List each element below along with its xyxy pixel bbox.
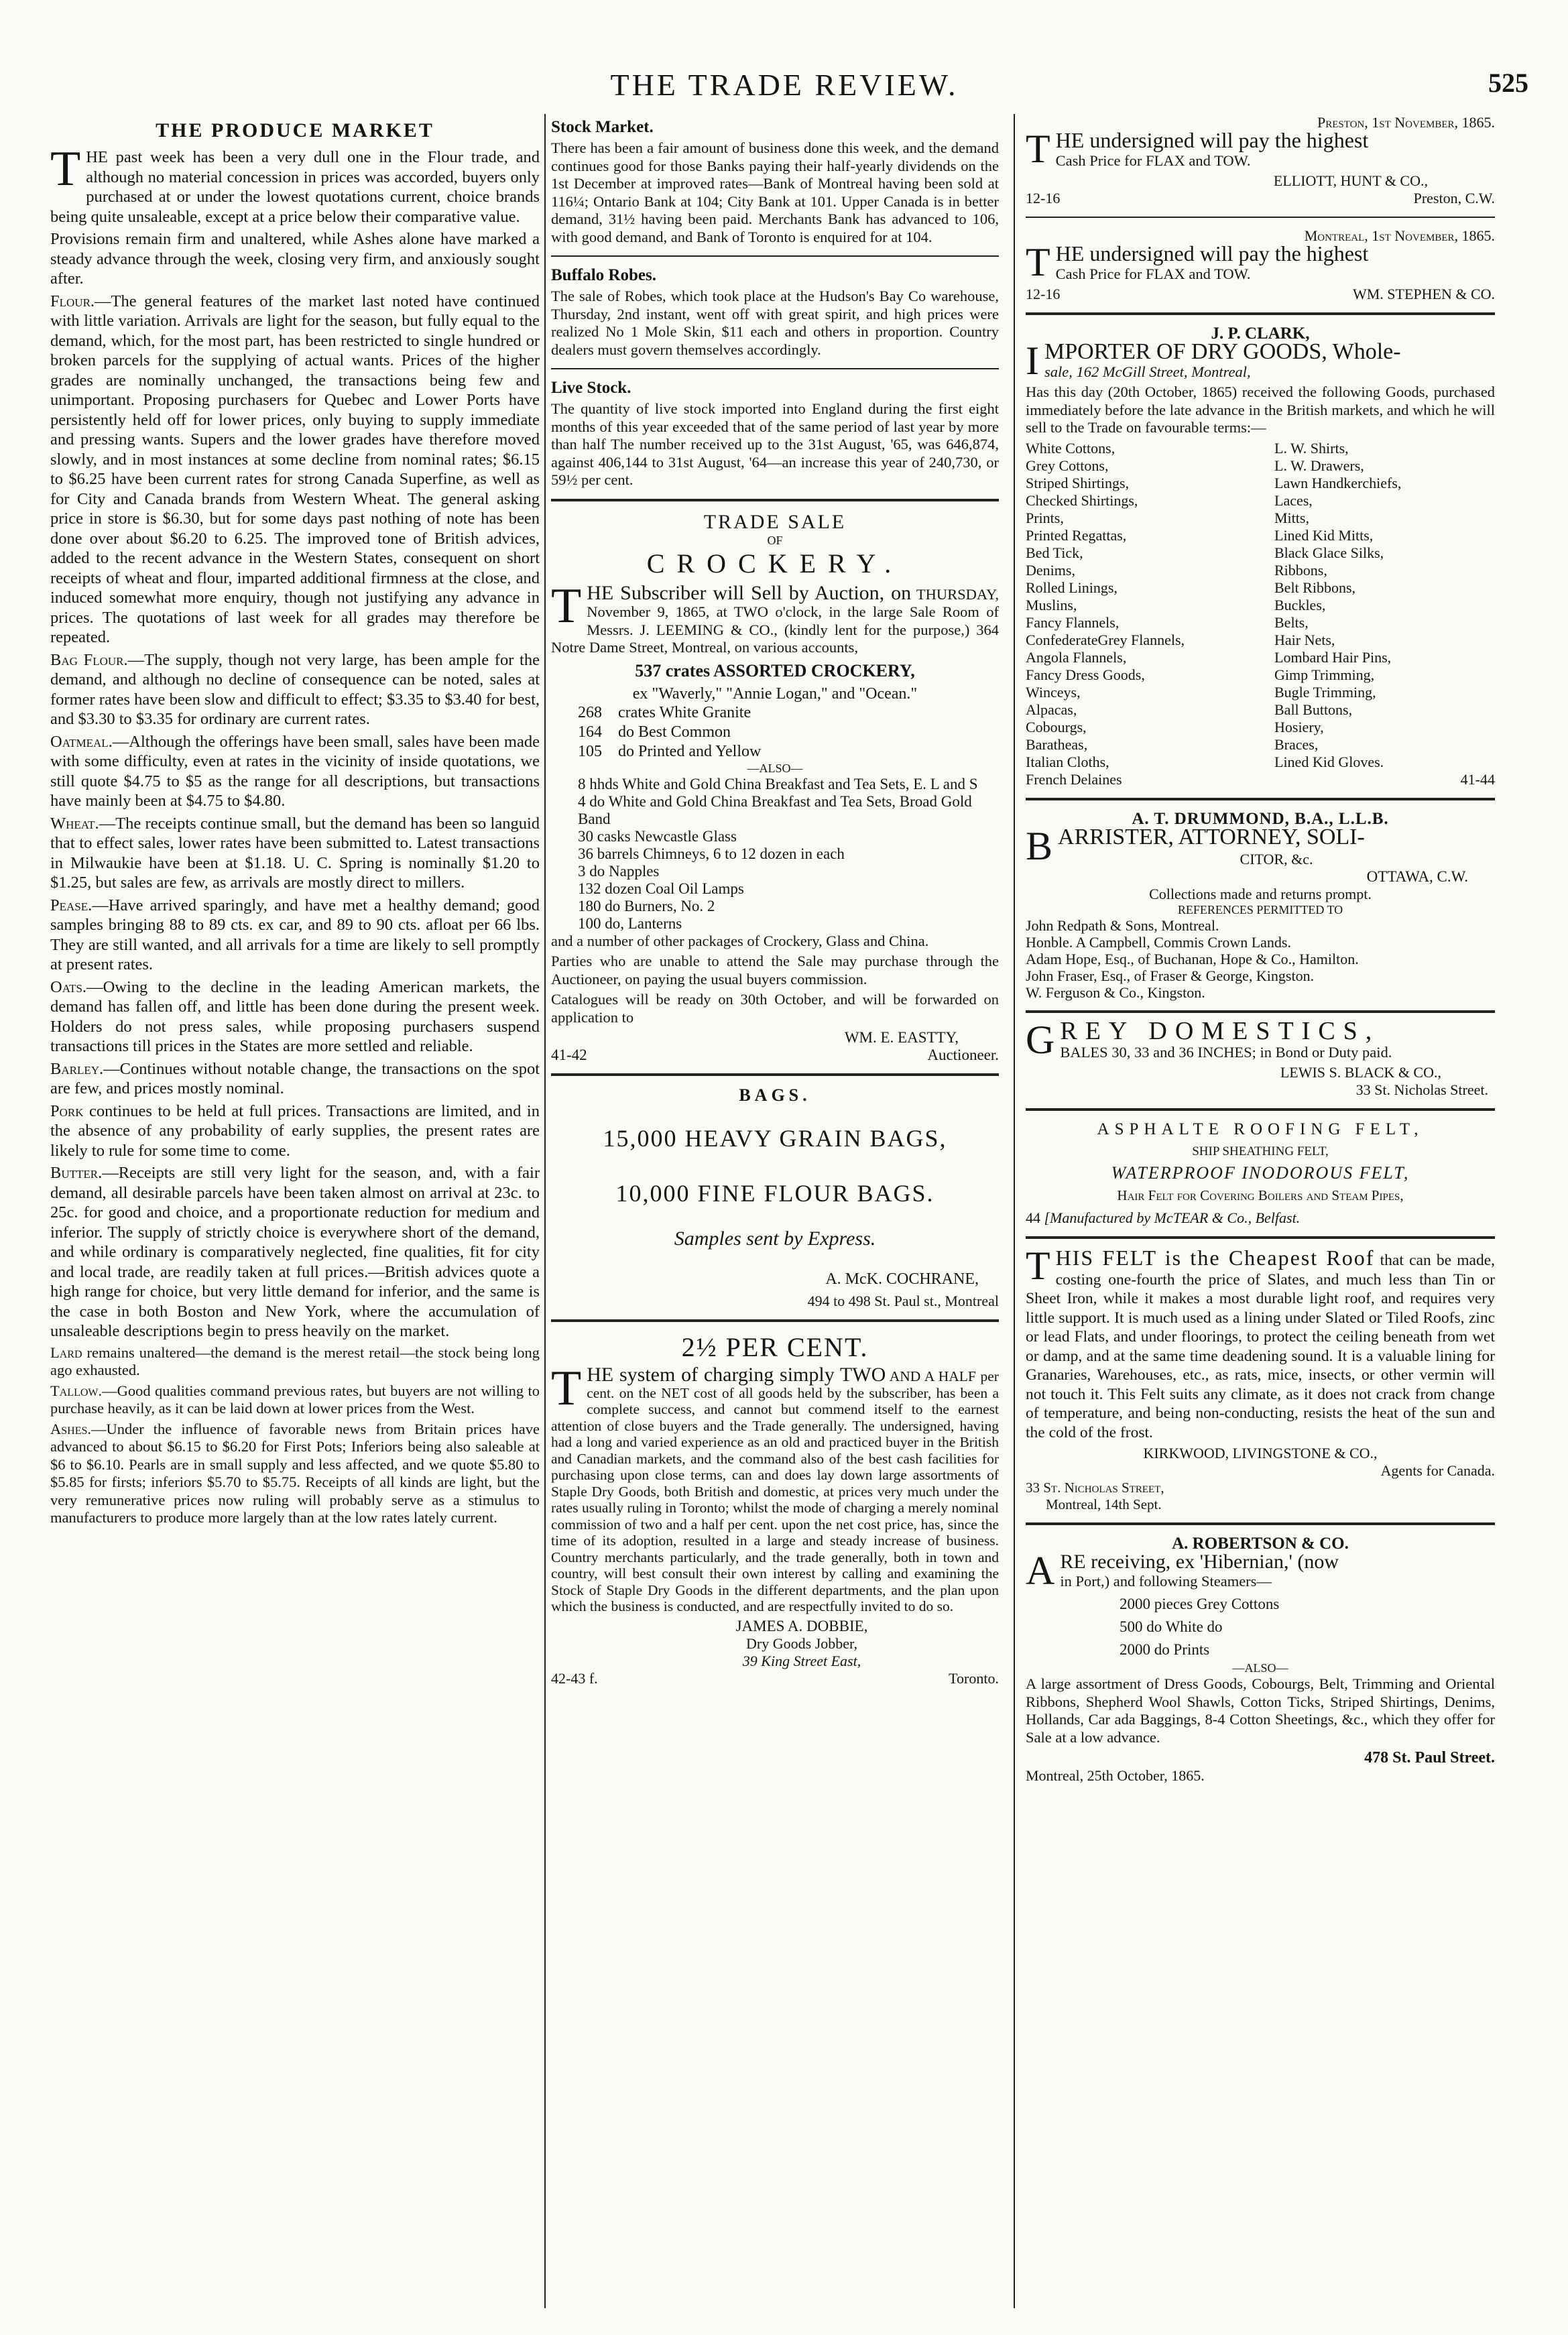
section-heading: THE PRODUCE MARKET xyxy=(156,119,434,141)
reference-item: W. Ferguson & Co., Kingston. xyxy=(1026,984,1205,1001)
also-divider: —ALSO— xyxy=(747,761,803,775)
ad-line: Hair Felt for Covering Boilers and Steam Pipes, xyxy=(1117,1187,1404,1203)
list-item: Grey Cottons, xyxy=(1026,457,1109,474)
paragraph: THE Subscriber will Sell by Auction, on THURSDAY, November 9, 1865, at TWO o'clock, in the large Sale Room of Messrs. J. LEEMING & CO., (kindly lent for the purpose,) 364 Notre Dame Street, Montreal, on various accounts, xyxy=(551,578,999,656)
list-item: Lined Kid Gloves. xyxy=(1274,753,1384,770)
address: OTTAWA, C.W. xyxy=(1366,868,1468,885)
signature: WM. E. EASTTY, xyxy=(844,1029,959,1046)
paragraph: Bag Flour.—The supply, though not very large, has been ample for the demand, and although no decline of consequence can be noted, sales at former rates have been slow and difficult to effect; $3.35 to $3.40 for best, and $3.30 to $3.35 for ordinary are current rates. xyxy=(50,650,540,728)
paragraph: Catalogues will be ready on 30th October, and will be forwarded on application to xyxy=(551,991,999,1026)
paragraph: Pork continues to be held at full prices. Transactions are limited, and in the absence of any probability of early supplies, the present rates are likely to rule for some time to come. xyxy=(50,1101,540,1160)
list-item: 132 dozen Coal Oil Lamps xyxy=(578,880,744,897)
ad-line: SHIP SHEATHING FELT, xyxy=(1192,1144,1329,1158)
paragraph: ARE receiving, ex 'Hibernian,' (now in Port,) and following Steamers— xyxy=(1026,1549,1339,1593)
signature-title: Agents for Canada. xyxy=(1380,1462,1495,1479)
paragraph: Oatmeal.—Although the offerings have been small, sales have been made with some difficulty, even at rates in the vicinity of inside quotations, we still quote $4.75 to $5 as the range for all descriptions, but transactions have mainly been at $4.75 to $4.80. xyxy=(50,732,540,810)
column-produce-market xyxy=(50,114,540,2322)
address: 478 St. Paul Street. xyxy=(1364,1749,1495,1767)
ad-heading: BAGS. xyxy=(739,1085,811,1105)
reference-item: Adam Hope, Esq., of Buchanan, Hope & Co., Hamilton. xyxy=(1026,951,1359,967)
list-item: ConfederateGrey Flannels, xyxy=(1026,631,1185,648)
live-stock-heading: Live Stock. xyxy=(551,379,631,397)
buffalo-robes-heading: Buffalo Robes. xyxy=(551,266,656,284)
list-item: 3 do Napples xyxy=(578,862,660,880)
paragraph: THE undersigned will pay the highest Cash Price for FLAX and TOW. xyxy=(1026,127,1369,171)
paragraph: THE undersigned will pay the highest Cash Price for FLAX and TOW. xyxy=(1026,240,1369,284)
paragraph: GREY DOMESTICS, BALES 30, 33 and 36 INCHES; in Bond or Duty paid. xyxy=(1026,1017,1392,1062)
list-item: Hair Nets, xyxy=(1274,631,1335,648)
list-item: Striped Shirtings, xyxy=(1026,474,1130,491)
paragraph: Oats.—Owing to the decline in the leading American markets, the demand has fallen off, and little has been done during the present week. Holders do not press sales, while proposing purchasers suspend transactions till prices in the States are more settled and reliable. xyxy=(50,977,540,1055)
list-item: Black Glace Silks, xyxy=(1274,544,1384,561)
list-item: Buckles, xyxy=(1274,596,1326,613)
signature: LEWIS S. BLACK & CO., xyxy=(1280,1064,1441,1081)
ad-heading: A. ROBERTSON & CO. xyxy=(1172,1535,1349,1553)
list-item: Alpacas, xyxy=(1026,701,1077,718)
dateline: Preston, 1st November, 1865. xyxy=(1317,114,1495,131)
list-item: Fancy Dress Goods, xyxy=(1026,666,1145,683)
paragraph: The sale of Robes, which took place at the Hudson's Bay Co warehouse, Thursday, 2nd instant, went off with great spirit, and high prices were realized No 1 Mole Skin, $11 each and others in proportion. Country dealers must govern themselves accordingly. xyxy=(551,288,999,358)
list-item: Ribbons, xyxy=(1274,561,1327,579)
ad-heading: J. P. CLARK, xyxy=(1211,324,1310,343)
list-item: 30 casks Newcastle Glass xyxy=(578,827,737,845)
ad-heading: TRADE SALE xyxy=(703,510,847,533)
address: Montreal, 14th Sept. xyxy=(1046,1496,1162,1512)
list-item: Prints, xyxy=(1026,509,1064,526)
page-number: 525 xyxy=(1488,68,1528,98)
list-item: Checked Shirtings, xyxy=(1026,491,1138,509)
references-list xyxy=(1026,917,1495,1001)
paragraph: Flour.—The general features of the market last noted have continued with little variation. Arrivals are light for the season, but fully equal to the demand, which, for the most part, has been restricted to single hundred or broken parcels for the supplying of actual wants. Prices of the higher grades are nominally unchanged, the transactions being few and unimportant. Proposing purchasers for Quebec and Lower Ports have persistently held off for lower prices, only buying to supply immediate and pressing wants. Supers and the lower grades have therefore moved slowly, and in most instances at some decline from nominal rates; $6.15 to $6.25 have been current rates for strong Canada Superfine, as well as for City and Canada brands from Western Wheat. The general asking price in store is $6.30, but for some days past nothing of note has been done over about $6.20 to 6.25. The improved tone of British advices, added to the recent advance in the Western States, consequent on short receipts of wheat and flour, imparted additional firmness at the close, and induced somewhat more enquiry, though not justifying any advance in prices. The quotations of last week for all grades may therefore be repeated. xyxy=(50,292,540,646)
signature: WM. STEPHEN & CO. xyxy=(1352,286,1495,302)
signature: KIRKWOOD, LIVINGSTONE & CO., xyxy=(1143,1445,1378,1461)
address: 33 St. Nicholas Street. xyxy=(1355,1081,1488,1098)
ad-line: REFERENCES PERMITTED TO xyxy=(1177,903,1343,916)
paragraph: THE past week has been a very dull one in the Flour trade, and although no material concession in prices was accorded, buyers only purchased at or under the lowest quotations current, choice brands being quite unsaleable, except at a price below their comparative value. xyxy=(50,141,540,226)
ad-subheading: 537 crates ASSORTED CROCKERY, xyxy=(635,660,915,680)
page-header xyxy=(40,64,1528,117)
ad-line: CITOR, &c. xyxy=(1240,851,1313,867)
paragraph: Wheat.—The receipts continue small, but the demand has been so languid that to effect sales, lower rates have been submitted to. Latest transactions in Milwaukie have been at $1.18. U. C. Spring is nominally $1.20 to $1.25, but sales are few, as arrivals are mostly direct to millers. xyxy=(50,814,540,892)
list-item: 41-44 xyxy=(1460,770,1495,788)
paragraph: Ashes.—Under the influence of favorable news from Britain prices have advanced to about $6.15 to $6.20 for First Pots; Inferiors being also saleable at $6 to $6.10. Pearls are in small supply and less affected, and we quote $5.80 to $5.85 for firsts; inferiors $5.70 to $5.75. Receipts of all kinds are light, but the very remunerative prices now ruling will probably serve as a stimulus to manufacturers to produce more largely than at the low rates lately current. xyxy=(50,1420,540,1526)
list-item: Ball Buttons, xyxy=(1274,701,1353,718)
list-item: Printed Regattas, xyxy=(1026,526,1127,544)
list-item: Rolled Linings, xyxy=(1026,579,1118,596)
paragraph: Parties who are unable to attend the Sale may purchase through the Auctioneer, on paying the usual buyers commission. xyxy=(551,953,999,987)
ad-heading: 2½ PER CENT. xyxy=(681,1332,869,1362)
column-middle xyxy=(551,114,999,2322)
ad-line: WATERPROOF INODOROUS FELT, xyxy=(1111,1163,1410,1183)
paragraph: Has this day (20th October, 1865) received the following Goods, purchased immediately before the late advance in the British markets, and which he will sell to the Trade on favourable terms:— xyxy=(1026,383,1495,436)
also-divider: —ALSO— xyxy=(1232,1661,1288,1675)
ad-number: 41-42 xyxy=(551,1046,587,1063)
list-item: Italian Cloths, xyxy=(1026,753,1109,770)
ad-line: 10,000 FINE FLOUR BAGS. xyxy=(615,1180,934,1207)
ad-heading: CROCKERY. xyxy=(646,548,904,579)
list-item: 164 do Best Common xyxy=(578,723,731,741)
list-item: 180 do Burners, No. 2 xyxy=(578,897,715,914)
paragraph: Barley.—Continues without notable change, the transactions on the spot are few, and prices mostly nominal. xyxy=(50,1059,540,1097)
masthead-title: THE TRADE REVIEW. xyxy=(610,68,959,102)
signature: A. McK. COCHRANE, xyxy=(825,1270,979,1288)
ad-number: 42-43 f. xyxy=(551,1669,598,1687)
list-item: 4 do White and Gold China Breakfast and Tea Sets, Broad Gold Band xyxy=(578,792,972,827)
reference-item: John Redpath & Sons, Montreal. xyxy=(1026,917,1219,934)
list-item: L. W. Drawers, xyxy=(1274,457,1364,474)
list-item: 2000 pieces Grey Cottons xyxy=(1120,1596,1280,1612)
stock-market-heading: Stock Market. xyxy=(551,118,654,136)
list-item: Belts, xyxy=(1274,613,1309,631)
list-item: 36 barrels Chimneys, 6 to 12 dozen in each xyxy=(578,845,845,862)
list-item: Fancy Flannels, xyxy=(1026,613,1120,631)
signature-title: Auctioneer. xyxy=(927,1046,999,1063)
dateline: Montreal, 1st November, 1865. xyxy=(1304,227,1495,244)
list-item: 268 crates White Granite xyxy=(578,703,751,721)
ad-heading: A. T. DRUMMOND, B.A., L.L.B. xyxy=(1132,809,1389,828)
list-item: Muslins, xyxy=(1026,596,1077,613)
paragraph: and a number of other packages of Crockery, Glass and China. xyxy=(551,932,929,949)
paragraph: Tallow.—Good qualities command previous rates, but buyers are not willing to purchase heavily, as it can be laid down at lower prices from the West. xyxy=(50,1382,540,1417)
address: Toronto. xyxy=(949,1669,999,1687)
list-item: Winceys, xyxy=(1026,683,1081,701)
paragraph: Lard remains unaltered—the demand is the merest retail—the stock being long ago exhausted. xyxy=(50,1343,540,1378)
list-item: Lawn Handkerchiefs, xyxy=(1274,474,1402,491)
paragraph: THE system of charging simply TWO AND A HALF per cent. on the NET cost of all goods held by the subscriber, has been a complete success, and cannot but commend itself to the earnest attention of close buyers and the Trade generally. The undersigned, having had a long and varied experience as an old and practiced buyer in the British and Canadian markets, and the command also of the best cash facilities for purchasing upon close terms, can and does lay down large assortments of Staple Dry Goods, both British and domestic, at prices very much under the rates usually ruling in Toronto; whilst the mode of charging a merely nominal commission of two and a half per cent. upon the net cost price, has, since the time of its adoption, resulted in a large and steady increase of business. Country merchants particularly, and the trade generally, both in town and country, will best consult their own interest by calling and examining the Stock of Staple Dry Goods in the different departments, and the plan upon which the business is conducted, and are respectfully invited to do so. xyxy=(551,1361,999,1614)
paragraph: THIS FELT is the Cheapest Roof that can be made, costing one-fourth the price of Slates, and much less than Tin or Sheet Iron, while it makes a most durable light roof, and requires very little support. It is much used as a lining under Slated or Tiled Roofs, zinc or lead Flats, and under floorings, to protect the ceiling beneath from wet or damp, and at the same time deadening sound. It is a valuable lining for Granaries, Warehouses, etc., as rats, mice, insects, or other vermin will not touch it. This Felt suits any climate, as it does not crack from change of temperature, and being non-conducting, resists the heat of the sun and the cold of the frost. xyxy=(1026,1244,1495,1441)
signature: JAMES A. DOBBIE, xyxy=(735,1617,868,1634)
ad-number: 12-16 xyxy=(1026,190,1061,206)
signature: ELLIOTT, HUNT & CO., xyxy=(1273,172,1428,189)
paragraph: Provisions remain firm and unaltered, while Ashes alone have marked a steady advance through the week, closing very firm, and anxiously sought after. xyxy=(50,230,540,288)
list-item: 8 hhds White and Gold China Breakfast and Tea Sets, E. L and S xyxy=(578,775,978,792)
ad-number: 12-16 xyxy=(1026,286,1061,302)
address: 494 to 498 St. Paul st., Montreal xyxy=(807,1293,999,1309)
list-item: Bed Tick, xyxy=(1026,544,1083,561)
reference-item: John Fraser, Esq., of Fraser & George, Kingston. xyxy=(1026,967,1315,984)
ad-line: Samples sent by Express. xyxy=(674,1228,876,1250)
ad-heading: OF xyxy=(767,533,783,547)
paragraph: Pease.—Have arrived sparingly, and have met a healthy demand; good samples bringing 88 to 89 cts. ex car, and 89 to 90 cts. afloat per 66 lbs. They are still wanted, and all arrivals for a time are likely to sell promptly at present rates. xyxy=(50,896,540,973)
paragraph: A large assortment of Dress Goods, Cobourgs, Belt, Trimming and Oriental Ribbons, Shepherd Wool Shawls, Cotton Ticks, Striped Shirtings, Denims, Hollands, Car ada Baggings, 8-4 Cotton Sheetings, &c., which they offer for Sale at a low advance. xyxy=(1026,1675,1495,1746)
list-item: 500 do White do xyxy=(1120,1618,1223,1635)
list-item: L. W. Shirts, xyxy=(1274,439,1349,457)
ad-line: ex "Waverly," "Annie Logan," and "Ocean." xyxy=(632,684,918,703)
list-item: Bugle Trimming, xyxy=(1274,683,1376,701)
ad-line: 44 [Manufactured by McTEAR & Co., Belfast. xyxy=(1026,1209,1301,1226)
ad-line: Collections made and returns prompt. xyxy=(1149,886,1372,902)
list-item: Laces, xyxy=(1274,491,1313,509)
ad-heading: ASPHALTE ROOFING FELT, xyxy=(1097,1120,1424,1138)
dateline: Montreal, 25th October, 1865. xyxy=(1026,1767,1205,1784)
list-item: Cobourgs, xyxy=(1026,718,1087,735)
list-item: Gimp Trimming, xyxy=(1274,666,1375,683)
paragraph: IMPORTER OF DRY GOODS, Whole- sale, 162 McGill Street, Montreal, xyxy=(1026,339,1401,383)
paragraph: BARRISTER, ATTORNEY, SOLI- xyxy=(1026,823,1365,868)
paragraph: The quantity of live stock imported into England during the first eight months of this year exceeded that of the same period of last year by more than half The number received up to the 31st August, '65, was 646,874, against 406,144 to 31st August, '64—an increase this year of 240,730, or 59½ per cent. xyxy=(551,400,999,488)
list-item: Lined Kid Mitts, xyxy=(1274,526,1374,544)
list-item: Braces, xyxy=(1274,735,1319,753)
paragraph: There has been a fair amount of business done this week, and the demand continues good for those Banks paying their half-yearly dividends on the 1st December at improved rates—Bank of Montreal having been sold at 116¼; Ontario Bank at 104; City Bank at 101. Upper Canada is in better demand, 31½ having been paid. Merchants Bank has advanced to 106, with good demand, and Bank of Toronto is enquired for at 104. xyxy=(551,139,999,245)
paragraph: Butter.—Receipts are still very light for the season, and, with a fair demand, all desirable parcels have been taken almost on arrival at 23c. to 25c. for good and choice, and a proportionate reduction for medium and inferior. The supply of strictly choice is everywhere short of the demand, and while ordinary is comparatively neglected, fine qualities, fit for city and local trade, are readily taken at full prices.—British advices quote a high range for choice, but very little demand for inferior, and the same is the case in both Boston and New York, where the accumulation of unsaleable descriptions begin to press heavily on the market. xyxy=(50,1164,540,1340)
list-item: Belt Ribbons, xyxy=(1274,579,1356,596)
list-item: Denims, xyxy=(1026,561,1075,579)
list-item: 2000 do Prints xyxy=(1120,1641,1210,1658)
list-item: White Cottons, xyxy=(1026,439,1115,457)
address: 39 King Street East, xyxy=(742,1652,861,1669)
ad-line: 15,000 HEAVY GRAIN BAGS, xyxy=(603,1125,947,1152)
reference-item: Honble. A Campbell, Commis Crown Lands. xyxy=(1026,934,1291,951)
signature-title: Dry Goods Jobber, xyxy=(746,1634,857,1652)
list-item: Baratheas, xyxy=(1026,735,1088,753)
column-rule xyxy=(1014,114,1015,2308)
address: Preston, C.W. xyxy=(1413,190,1495,206)
list-item: 100 do, Lanterns xyxy=(578,914,682,932)
list-item: Lombard Hair Pins, xyxy=(1274,648,1392,666)
goods-list xyxy=(1026,440,1495,788)
list-item: Mitts, xyxy=(1274,509,1309,526)
column-advertisements xyxy=(1026,114,1495,2322)
list-item: Hosiery, xyxy=(1274,718,1324,735)
list-item: Angola Flannels, xyxy=(1026,648,1127,666)
list-item: French Delaines xyxy=(1026,770,1122,788)
address: 33 St. Nicholas Street, xyxy=(1026,1480,1164,1496)
list-item: 105 do Printed and Yellow xyxy=(578,742,762,760)
column-rule xyxy=(544,114,546,2308)
